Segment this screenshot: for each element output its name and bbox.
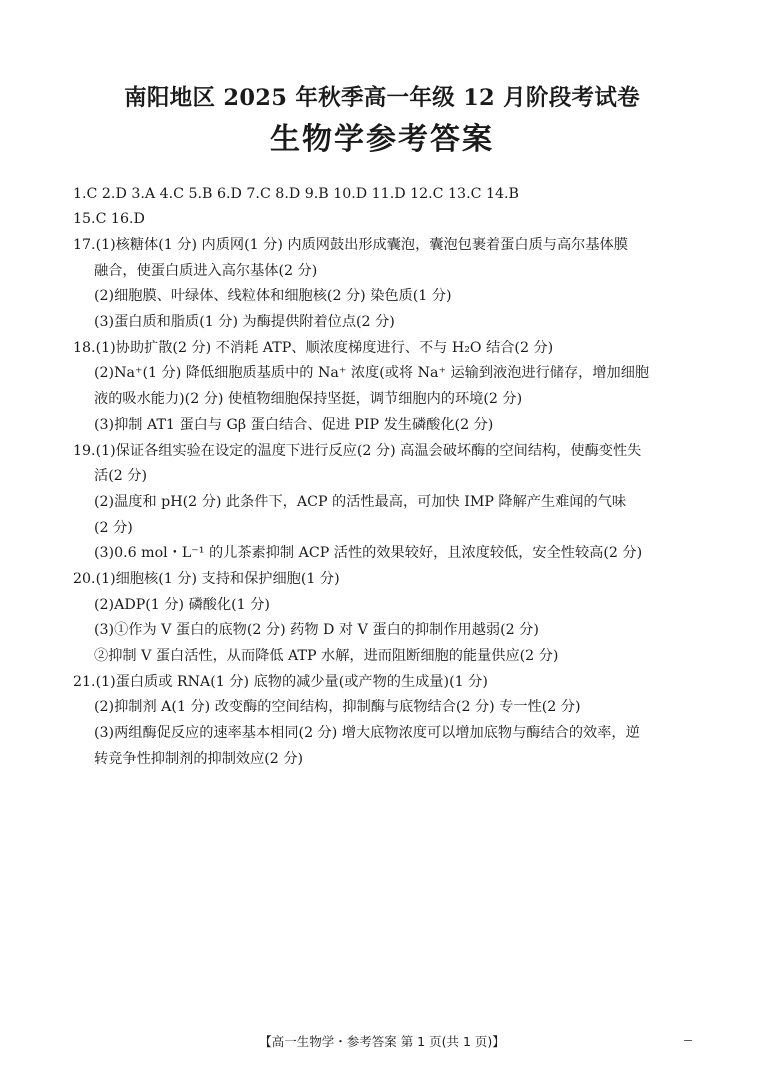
answer-line-q20-3: (3)①作为 V 蛋白的底物(2 分) 药物 D 对 V 蛋白的抑制作用越弱(2 分) <box>94 622 539 638</box>
answer-line-mcq-2: 15.C 16.D <box>73 211 145 227</box>
exam-title: 南阳地区 2025 年秋季高一年级 12 月阶段考试卷 <box>124 85 640 111</box>
page-footer: 【高一生物学・参考答案 第 1 页(共 1 页)】 <box>259 1034 505 1049</box>
answer-key-heading: 生物学参考答案 <box>270 122 494 157</box>
answer-line-mcq-1: 1.C 2.D 3.A 4.C 5.B 6.D 7.C 8.D 9.B 10.D 11.D 12.C 13.C 14.B <box>73 186 519 202</box>
answer-line-q17-2: 融合，使蛋白质进入高尔基体(2 分) <box>94 263 318 279</box>
answer-line-q19-1: 19.(1)保证各组实验在设定的温度下进行反应(2 分) 高温会破坏酶的空间结构，使酶变性失 <box>73 443 642 459</box>
answer-line-q18-4: (3)抑制 AT1 蛋白与 Gβ 蛋白结合、促进 PIP 发生磷酸化(2 分) <box>94 417 494 433</box>
answer-line-q20-2: (2)ADP(1 分) 磷酸化(1 分) <box>94 597 270 613</box>
corner-mark <box>684 1040 692 1041</box>
answer-line-q19-2: 活(2 分) <box>94 468 147 484</box>
answer-line-q19-5: (3)0.6 mol・L⁻¹ 的儿茶素抑制 ACP 活性的效果较好，且浓度较低，安全性较高(2 分) <box>94 545 643 561</box>
answer-line-q21-1: 21.(1)蛋白质或 RNA(1 分) 底物的减少量(或产物的生成量)(1 分) <box>73 674 488 690</box>
answer-line-q17-1: 17.(1)核糖体(1 分) 内质网(1 分) 内质网鼓出形成囊泡，囊泡包裹着蛋白质与高尔基体膜 <box>73 237 628 253</box>
answer-line-q20-1: 20.(1)细胞核(1 分) 支持和保护细胞(1 分) <box>73 571 340 587</box>
answer-line-q19-4: (2 分) <box>94 520 133 536</box>
answer-line-q18-3: 液的吸水能力)(2 分) 使植物细胞保持坚挺，调节细胞内的环境(2 分) <box>94 391 523 407</box>
answer-line-q18-2: (2)Na⁺(1 分) 降低细胞质基质中的 Na⁺ 浓度(或将 Na⁺ 运输到液泡进行储存，增加细胞 <box>94 365 650 381</box>
answer-line-q18-1: 18.(1)协助扩散(2 分) 不消耗 ATP、顺浓度梯度进行、不与 H₂O 结合(2 分) <box>73 340 554 356</box>
answer-line-q19-3: (2)温度和 pH(2 分) 此条件下，ACP 的活性最高，可加快 IMP 降解产生难闻的气味 <box>94 494 627 510</box>
answer-line-q17-4: (3)蛋白质和脂质(1 分) 为酶提供附着位点(2 分) <box>94 314 395 330</box>
answer-line-q21-4: 转竞争性抑制剂的抑制效应(2 分) <box>94 751 304 767</box>
answer-line-q17-3: (2)细胞膜、叶绿体、线粒体和细胞核(2 分) 染色质(1 分) <box>94 288 452 304</box>
answer-line-q21-3: (3)两组酶促反应的速率基本相同(2 分) 增大底物浓度可以增加底物与酶结合的效率，逆 <box>94 725 640 741</box>
answer-line-q20-4: ②抑制 V 蛋白活性，从而降低 ATP 水解，进而阻断细胞的能量供应(2 分) <box>94 648 559 664</box>
answer-line-q21-2: (2)抑制剂 A(1 分) 改变酶的空间结构，抑制酶与底物结合(2 分) 专一性(2 分) <box>94 699 581 715</box>
